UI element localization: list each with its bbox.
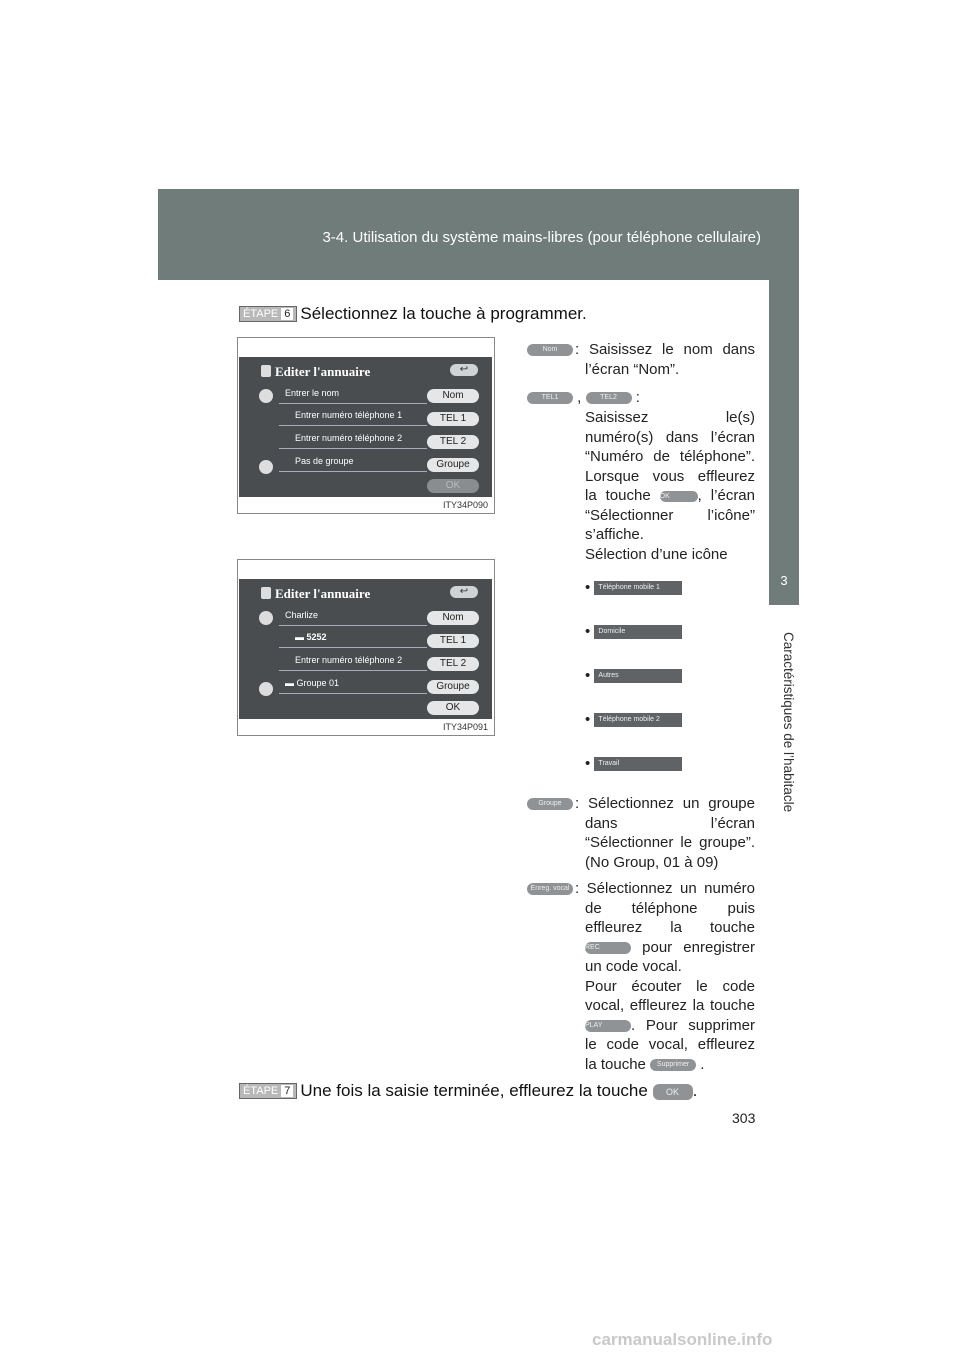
watermark: carmanualsonline.info	[592, 1330, 773, 1349]
step-badge: ÉTAPE 7	[239, 1083, 297, 1099]
section-title: 3-4. Utilisation du système mains-libres (pour téléphone cellulaire)	[322, 229, 761, 246]
icon-option: • Domicile	[585, 622, 682, 642]
image-caption: ITY34P090	[442, 500, 488, 510]
screen-2	[237, 559, 495, 736]
scroll-up-icon[interactable]	[259, 611, 273, 625]
groupe-button[interactable]: Groupe	[427, 680, 479, 694]
icon-option: • Autres	[585, 666, 682, 686]
ok-pill: OK	[660, 491, 698, 502]
ok-pill: OK	[653, 1084, 693, 1100]
scroll-down-icon[interactable]	[259, 460, 273, 474]
screen-title: Editer l'annuaire	[275, 364, 371, 379]
icon-option: • Travail	[585, 754, 682, 774]
enreg-vocal-pill: Enreg. vocal	[527, 883, 573, 895]
screen-1	[237, 337, 495, 514]
play-pill: PLAY	[585, 1020, 631, 1032]
icon-option: • Téléphone mobile 1	[585, 578, 682, 598]
work-icon: Travail	[594, 757, 682, 771]
chapter-tab	[769, 280, 799, 605]
chapter-number: 3	[780, 573, 788, 588]
groupe-description	[527, 794, 573, 814]
tel1-pill: TEL1	[527, 392, 573, 404]
step-6-text: Sélectionnez la touche à programmer.	[300, 304, 587, 323]
back-button[interactable]: ↩	[450, 364, 478, 376]
home-icon: Domicile	[594, 625, 682, 639]
ok-button[interactable]: OK	[427, 701, 479, 715]
back-button[interactable]: ↩	[450, 586, 478, 598]
groupe-button[interactable]: Groupe	[427, 458, 479, 472]
tel2-pill: TEL2	[586, 392, 632, 404]
screen-row: Pas de groupe	[295, 456, 354, 466]
page-number: 303	[732, 1110, 756, 1126]
section-header	[158, 189, 799, 280]
tel-description: TEL1 , TEL2 :	[527, 388, 640, 408]
scroll-down-icon[interactable]	[259, 682, 273, 696]
scroll-up-icon[interactable]	[259, 389, 273, 403]
tel1-button[interactable]: TEL 1	[427, 634, 479, 648]
tel2-button[interactable]: TEL 2	[427, 435, 479, 449]
screen-row: Entrer numéro téléphone 2	[295, 655, 403, 665]
supprimer-pill: Supprimer	[650, 1059, 696, 1071]
icon-option: • Téléphone mobile 2	[585, 710, 682, 730]
phonebook-icon	[261, 365, 271, 377]
groupe-pill: Groupe	[527, 798, 573, 810]
tel2-button[interactable]: TEL 2	[427, 657, 479, 671]
phonebook-icon	[261, 587, 271, 599]
other-icon: Autres	[594, 669, 682, 683]
nom-description	[527, 340, 573, 360]
screen-row: ▬ Groupe 01	[285, 678, 340, 688]
step-badge: ÉTAPE 6	[239, 306, 297, 322]
rec-pill: REC	[585, 942, 631, 954]
screen-row: Entrer numéro téléphone 2	[295, 433, 403, 443]
image-caption: ITY34P091	[442, 722, 488, 732]
nom-button[interactable]: Nom	[427, 611, 479, 625]
screen-title: Editer l'annuaire	[275, 586, 371, 601]
ok-button[interactable]: OK	[427, 479, 479, 493]
chapter-title: Caractéristiques de l’habitacle	[781, 632, 796, 813]
screen-row: Entrer numéro téléphone 1	[295, 410, 403, 420]
mobile-phone-2-icon: Téléphone mobile 2	[594, 713, 682, 727]
tel1-button[interactable]: TEL 1	[427, 412, 479, 426]
mobile-phone-icon: Téléphone mobile 1	[594, 581, 682, 595]
screen-row: Entrer le nom	[285, 388, 340, 398]
step-6	[239, 304, 587, 324]
step-7: ÉTAPE 7 Une fois la saisie terminée, effleurez la touche OK .	[239, 1081, 697, 1101]
nom-button[interactable]: Nom	[427, 389, 479, 403]
vocal-description	[527, 879, 573, 899]
screen-row: ▬ 5252	[295, 632, 327, 642]
nom-pill: Nom	[527, 344, 573, 356]
screen-row: Charlize	[285, 610, 319, 620]
